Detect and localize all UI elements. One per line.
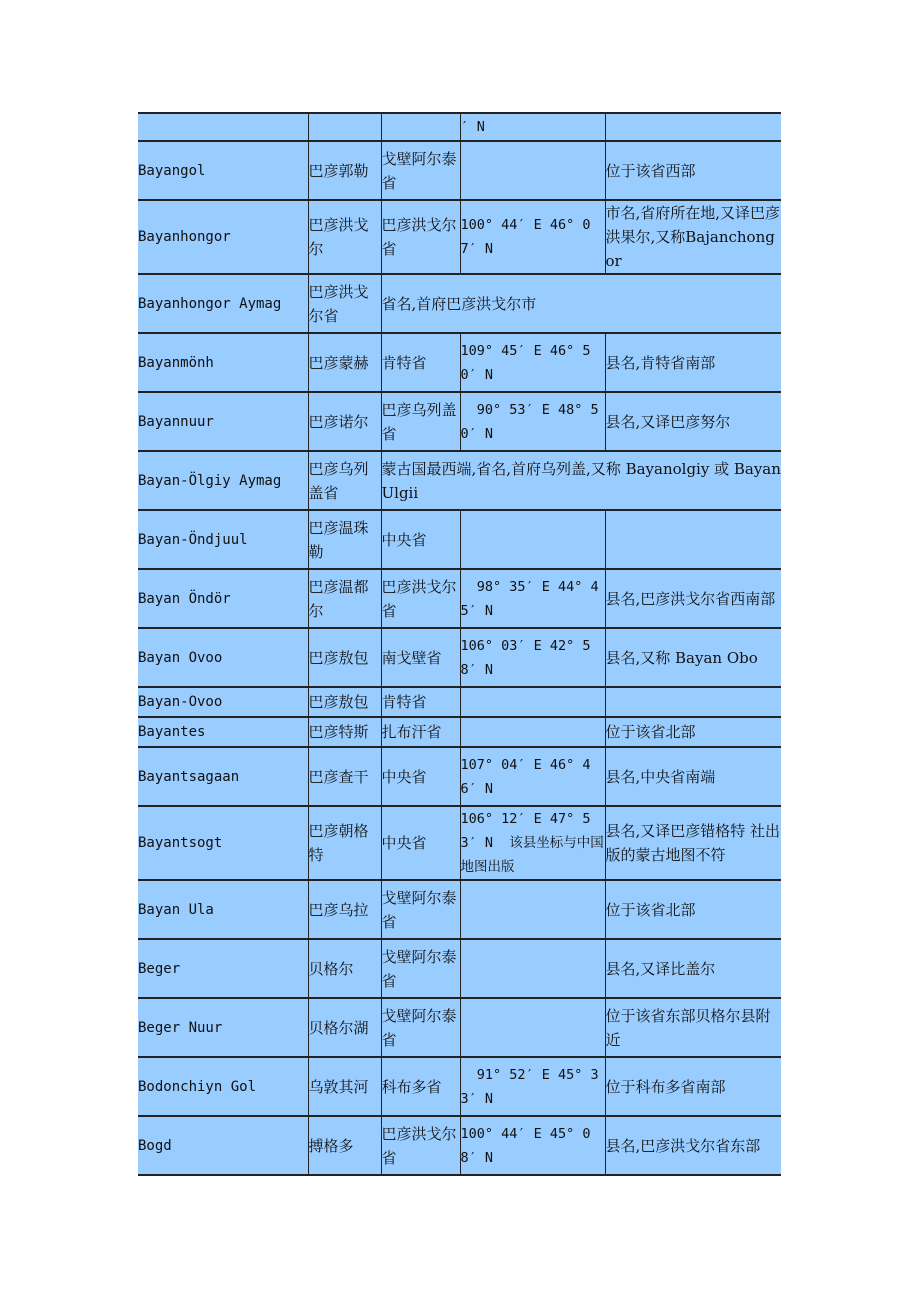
coordinates-cell — [460, 880, 605, 939]
chinese-name-cell: 巴彦朝格特 — [308, 806, 381, 880]
table-row — [138, 569, 781, 628]
province-cell: 戈壁阿尔泰省 — [381, 880, 460, 939]
english-name-cell: Bayan Öndör — [138, 569, 308, 628]
table-row — [138, 717, 781, 747]
coordinates-cell — [460, 717, 605, 747]
province-cell: 戈壁阿尔泰省 — [381, 939, 460, 998]
note-cell — [605, 113, 781, 141]
coordinates-cell — [460, 510, 605, 569]
english-name-cell: Bayan Ovoo — [138, 628, 308, 687]
table-row — [138, 510, 781, 569]
note-cell: 县名,又译比盖尔 — [605, 939, 781, 998]
table-row — [138, 687, 781, 717]
table-row — [138, 392, 781, 451]
note-cell: 县名,肯特省南部 — [605, 333, 781, 392]
table-row — [138, 451, 781, 510]
english-name-cell: Bayan-Ovoo — [138, 687, 308, 717]
coordinates-cell — [460, 687, 605, 717]
table-row — [138, 333, 781, 392]
chinese-name-cell: 巴彦洪戈尔 — [308, 200, 381, 274]
province-cell: 南戈壁省 — [381, 628, 460, 687]
chinese-name-cell: 巴彦洪戈尔省 — [308, 274, 381, 333]
english-name-cell: Bodonchiyn Gol — [138, 1057, 308, 1116]
province-cell: 巴彦乌列盖省 — [381, 392, 460, 451]
english-name-cell — [138, 113, 308, 141]
note-cell: 县名,又译巴彦努尔 — [605, 392, 781, 451]
note-cell — [605, 687, 781, 717]
english-name-cell: Bayantes — [138, 717, 308, 747]
chinese-name-cell: 搏格多 — [308, 1116, 381, 1175]
note-cell — [605, 510, 781, 569]
chinese-name-cell: 贝格尔 — [308, 939, 381, 998]
chinese-name-cell: 巴彦蒙赫 — [308, 333, 381, 392]
province-cell: 戈壁阿尔泰省 — [381, 141, 460, 200]
coordinates-cell: 100° 44′ E 45° 08′ N — [460, 1116, 605, 1175]
chinese-name-cell — [308, 113, 381, 141]
chinese-name-cell: 巴彦特斯 — [308, 717, 381, 747]
chinese-name-cell: 巴彦温都尔 — [308, 569, 381, 628]
table-row — [138, 628, 781, 687]
table-row — [138, 806, 781, 880]
province-cell: 中央省 — [381, 806, 460, 880]
table-row — [138, 939, 781, 998]
english-name-cell: Bayangol — [138, 141, 308, 200]
table-row — [138, 747, 781, 806]
province-cell: 肯特省 — [381, 333, 460, 392]
coordinates-cell — [460, 141, 605, 200]
province-cell: 中央省 — [381, 510, 460, 569]
province-cell: 中央省 — [381, 747, 460, 806]
coordinates-cell: 90° 53′ E 48° 50′ N — [460, 392, 605, 451]
english-name-cell: Bayantsagaan — [138, 747, 308, 806]
note-cell: 位于该省东部贝格尔县附近 — [605, 998, 781, 1057]
province-cell: 巴彦洪戈尔省 — [381, 569, 460, 628]
english-name-cell: Bayanhongor Aymag — [138, 274, 308, 333]
note-cell: 县名,巴彦洪戈尔省东部 — [605, 1116, 781, 1175]
coordinates-cell: ′ N — [460, 113, 605, 141]
chinese-name-cell: 巴彦诺尔 — [308, 392, 381, 451]
place-name-table — [138, 112, 781, 1176]
province-cell: 科布多省 — [381, 1057, 460, 1116]
province-cell: 巴彦洪戈尔省 — [381, 200, 460, 274]
english-name-cell: Bayanmönh — [138, 333, 308, 392]
coordinates-cell: 109° 45′ E 46° 50′ N — [460, 333, 605, 392]
english-name-cell: Bayan-Ölgiy Aymag — [138, 451, 308, 510]
table-row — [138, 1057, 781, 1116]
chinese-name-cell: 巴彦乌拉 — [308, 880, 381, 939]
note-cell: 市名,省府所在地,又译巴彦洪果尔,又称Bajanchongor — [605, 200, 781, 274]
table-row — [138, 1116, 781, 1175]
table-body — [138, 113, 781, 1175]
english-name-cell: Beger — [138, 939, 308, 998]
chinese-name-cell: 贝格尔湖 — [308, 998, 381, 1057]
coordinates-cell: 106° 12′ E 47° 53′ N 该县坐标与中国地图出版 — [460, 806, 605, 880]
description-cell: 省名,首府巴彦洪戈尔市 — [381, 274, 781, 333]
note-cell: 县名,巴彦洪戈尔省西南部 — [605, 569, 781, 628]
chinese-name-cell: 巴彦查干 — [308, 747, 381, 806]
english-name-cell: Bayan Ula — [138, 880, 308, 939]
province-cell — [381, 113, 460, 141]
english-name-cell: Bayannuur — [138, 392, 308, 451]
table-row — [138, 274, 781, 333]
english-name-cell: Bogd — [138, 1116, 308, 1175]
chinese-name-cell: 巴彦温珠勒 — [308, 510, 381, 569]
chinese-name-cell: 巴彦敖包 — [308, 628, 381, 687]
english-name-cell: Beger Nuur — [138, 998, 308, 1057]
coordinates-cell: 100° 44′ E 46° 07′ N — [460, 200, 605, 274]
table-row — [138, 200, 781, 274]
coordinates-cell: 107° 04′ E 46° 46′ N — [460, 747, 605, 806]
note-cell: 县名,中央省南端 — [605, 747, 781, 806]
note-cell: 县名,又称 Bayan Obo — [605, 628, 781, 687]
table-row — [138, 113, 781, 141]
note-cell: 位于科布多省南部 — [605, 1057, 781, 1116]
note-cell: 位于该省北部 — [605, 880, 781, 939]
note-cell: 位于该省北部 — [605, 717, 781, 747]
description-cell: 蒙古国最西端,省名,首府乌列盖,又称 Bayanolgiy 或 BayanUlgii — [381, 451, 781, 510]
chinese-name-cell: 乌敦其河 — [308, 1057, 381, 1116]
english-name-cell: Bayan-Öndjuul — [138, 510, 308, 569]
province-cell: 扎布汗省 — [381, 717, 460, 747]
note-cell: 县名,又译巴彦错格特 社出版的蒙古地图不符 — [605, 806, 781, 880]
coordinates-cell: 98° 35′ E 44° 45′ N — [460, 569, 605, 628]
chinese-name-cell: 巴彦敖包 — [308, 687, 381, 717]
chinese-name-cell: 巴彦郭勒 — [308, 141, 381, 200]
english-name-cell: Bayantsogt — [138, 806, 308, 880]
province-cell: 肯特省 — [381, 687, 460, 717]
table-row — [138, 998, 781, 1057]
province-cell: 戈壁阿尔泰省 — [381, 998, 460, 1057]
province-cell: 巴彦洪戈尔省 — [381, 1116, 460, 1175]
coordinates-cell — [460, 998, 605, 1057]
coordinates-cell — [460, 939, 605, 998]
note-cell: 位于该省西部 — [605, 141, 781, 200]
table-row — [138, 880, 781, 939]
english-name-cell: Bayanhongor — [138, 200, 308, 274]
table-row — [138, 141, 781, 200]
coordinates-cell: 91° 52′ E 45° 33′ N — [460, 1057, 605, 1116]
coordinates-cell: 106° 03′ E 42° 58′ N — [460, 628, 605, 687]
chinese-name-cell: 巴彦乌列盖省 — [308, 451, 381, 510]
